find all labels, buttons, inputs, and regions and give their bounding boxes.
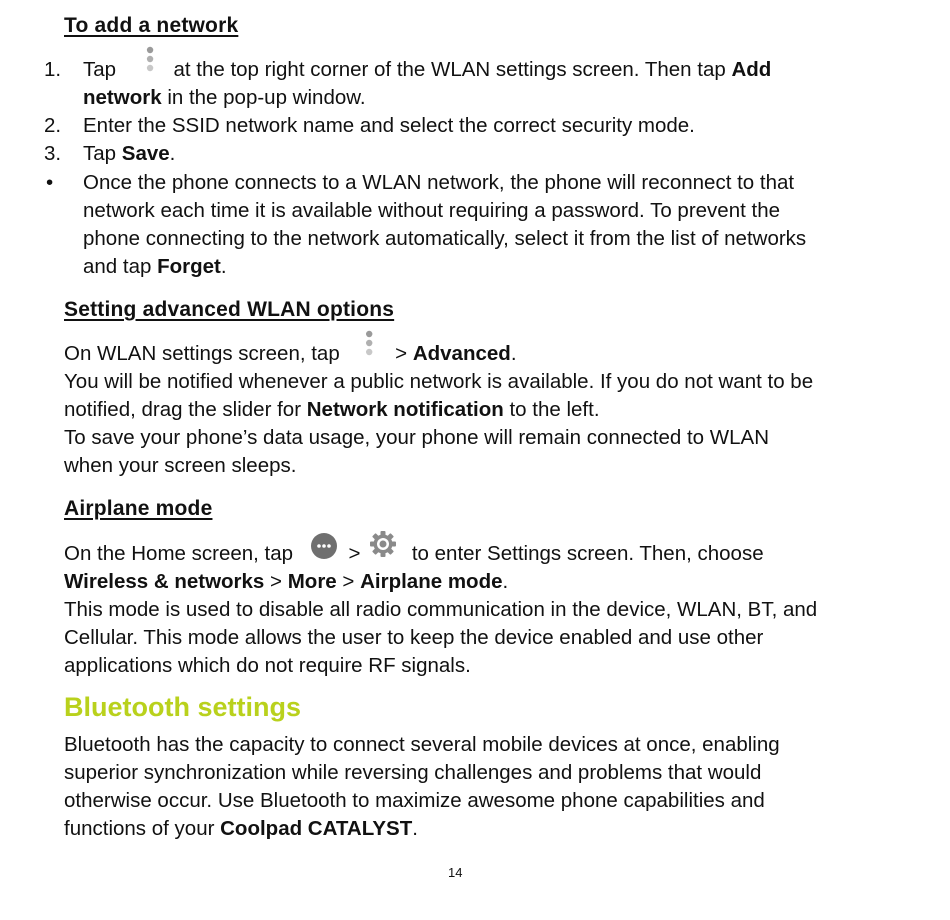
bullet-marker: • (46, 171, 54, 194)
page-number: 14 (448, 865, 463, 880)
bullet-line-1: Once the phone connects to a WLAN network, the phone will reconnect to that (83, 171, 795, 194)
advanced-line-4: To save your phone’s data usage, your phone will remain connected to WLAN (64, 426, 770, 449)
step-1-line-1 (83, 56, 771, 85)
step-1-add-bold: Add (731, 58, 772, 81)
step-3-tap: Tap (83, 142, 117, 165)
wireless-networks-bold: Wireless & networks (64, 570, 265, 593)
airplane-home-text: On the Home screen, tap (64, 542, 294, 565)
more-vert-icon (345, 341, 389, 369)
advanced-bold: Advanced (412, 342, 511, 365)
airplane-line-4: Cellular. This mode allows the user to keep the device enabled and use other (64, 626, 764, 649)
bluetooth-line-2: superior synchronization while reversing challenges and problems that would (64, 761, 762, 784)
bluetooth-line-4 (64, 815, 418, 843)
step-3-text (83, 140, 175, 168)
advanced-left-text: to the left. (509, 398, 600, 421)
section-heading-airplane: Airplane mode (64, 497, 213, 520)
list-marker-1: 1. (44, 58, 62, 81)
step-3-period: . (169, 142, 176, 165)
advanced-line-5: when your screen sleeps. (64, 454, 297, 477)
more-bold: More (287, 570, 337, 593)
step-1-popup-text: in the pop-up window. (167, 86, 366, 109)
step-2-text: Enter the SSID network name and select the correct security mode. (83, 114, 695, 137)
network-notification-bold: Network notification (306, 398, 504, 421)
coolpad-catalyst-bold: Coolpad CATALYST (220, 817, 413, 840)
airplane-line-2 (64, 568, 508, 596)
bluetooth-functions-text: functions of your (64, 817, 215, 840)
advanced-tap-text: On WLAN settings screen, tap (64, 342, 340, 365)
step-1-line-2 (83, 84, 366, 112)
bluetooth-period: . (412, 817, 418, 840)
section-heading-bluetooth: Bluetooth settings (64, 692, 301, 722)
list-marker-2: 2. (44, 114, 62, 137)
step-1-network-bold: network (83, 86, 162, 109)
advanced-line-1 (64, 340, 517, 369)
airplane-period: . (502, 570, 509, 593)
advanced-period: . (510, 342, 517, 365)
advanced-line-3 (64, 396, 600, 424)
step-1-tap: Tap (83, 58, 117, 81)
more-vert-icon (122, 57, 168, 85)
airplane-separator-1: > (270, 570, 283, 593)
bullet-and-tap: and tap (83, 255, 152, 278)
airplane-line-3: This mode is used to disable all radio communication in the device, WLAN, BT, and (64, 598, 818, 621)
advanced-separator: > (395, 342, 408, 365)
bullet-line-2: network each time it is available without requiring a password. To prevent the (83, 199, 780, 222)
airplane-line-5: applications which do not require RF signals. (64, 654, 471, 677)
list-marker-3: 3. (44, 142, 62, 165)
advanced-notified-text: notified, drag the slider for (64, 398, 302, 421)
bullet-line-4 (83, 253, 227, 281)
bluetooth-line-3: otherwise occur. Use Bluetooth to maximize awesome phone capabilities and (64, 789, 765, 812)
airplane-enter-text: to enter Settings screen. Then, choose (411, 542, 764, 565)
bullet-line-3: phone connecting to the network automatically, select it from the list of networks (83, 227, 807, 250)
settings-gear-icon (366, 541, 406, 569)
bullet-forget-bold: Forget (157, 255, 221, 278)
airplane-mode-bold: Airplane mode (360, 570, 503, 593)
airplane-separator-2: > (342, 570, 355, 593)
section-heading-add-network: To add a network (64, 14, 239, 37)
apps-grid-icon (299, 541, 343, 569)
bluetooth-line-1: Bluetooth has the capacity to connect several mobile devices at once, enabling (64, 733, 780, 756)
step-1-text: at the top right corner of the WLAN settings screen. Then tap (173, 58, 726, 81)
bullet-period: . (220, 255, 227, 278)
step-3-save-bold: Save (121, 142, 170, 165)
section-heading-advanced: Setting advanced WLAN options (64, 298, 395, 321)
airplane-separator: > (348, 542, 361, 565)
airplane-line-1 (64, 540, 764, 569)
advanced-line-2: You will be notified whenever a public network is available. If you do not want to be (64, 370, 814, 393)
